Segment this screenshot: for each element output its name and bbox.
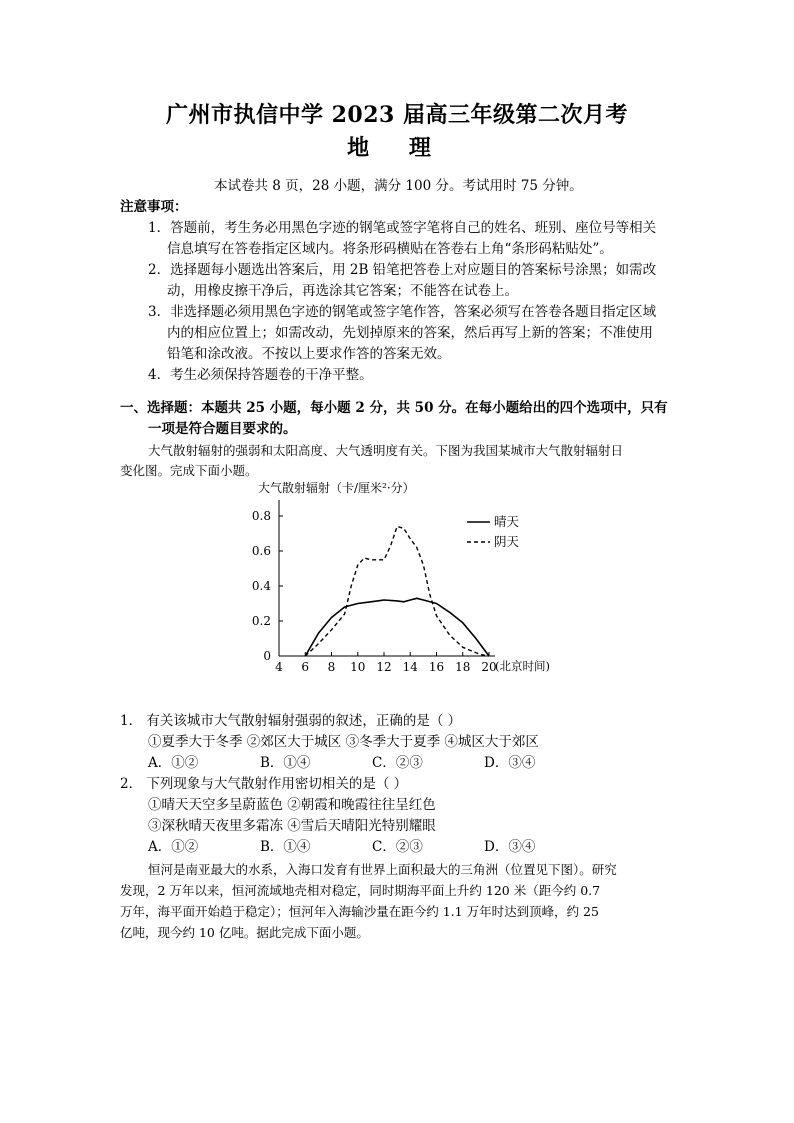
- note-line: 1．答题前，考生务必用黑色字迹的钢笔或签字笔将自己的姓名、班别、座位号等相关: [148, 220, 657, 236]
- section-heading-cont: 一项是符合题目要求的。: [148, 421, 297, 437]
- legend-label-cloudy: 阴天: [494, 534, 520, 549]
- x-tick-label: 14: [402, 660, 418, 674]
- passage-text: 恒河是南亚最大的水系，入海口发育有世界上面积最大的三角洲（位置见下图）。研究: [148, 862, 617, 877]
- series-line-clear: [305, 598, 489, 656]
- note-line: 2．选择题每小题选出答案后，用 2B 铅笔把答卷上对应题目的答案标号涂黑；如需改: [148, 262, 657, 278]
- scattered-radiation-chart: [0, 478, 794, 678]
- y-tick-label: 0.8: [251, 509, 271, 523]
- x-tick-label: 12: [376, 660, 392, 674]
- passage-text: 变化图。完成下面小题。: [120, 463, 258, 478]
- chart-y-label: 大气散射辐射（卡/厘米²·分）: [258, 481, 415, 495]
- note-line: 内的相应位置上；如需改动，先划掉原来的答案，然后再写上新的答案；不准使用: [167, 325, 653, 341]
- section-heading: 一、选择题：本题共 25 小题，每小题 2 分，共 50 分。在每小题给出的四个选项中，只有: [120, 400, 668, 416]
- question-2-statements: ①晴天天空多呈蔚蓝色 ②朝霞和晚霞往往呈红色: [148, 797, 436, 813]
- question-1-option-d[interactable]: D．③④: [484, 755, 536, 771]
- x-tick-label: 8: [327, 660, 336, 674]
- question-1-stem: 1． 有关该城市大气散射辐射强弱的叙述，正确的是（ ）: [120, 713, 462, 729]
- note-line: 4．考生必须保持答题卷的干净平整。: [148, 367, 373, 383]
- y-tick-label: 0: [263, 649, 271, 663]
- question-2-option-d[interactable]: D．③④: [484, 839, 536, 855]
- x-tick-label: 4: [275, 660, 283, 674]
- exam-info: 本试卷共 8 页，28 小题，满分 100 分。考试用时 75 分钟。: [214, 178, 583, 194]
- note-line: 3．非选择题必须用黑色字迹的钢笔或签字笔作答，答案必须写在答卷各题目指定区域: [148, 304, 657, 320]
- y-tick-label: 0.4: [251, 579, 271, 593]
- x-tick-label: 20: [481, 660, 497, 674]
- note-line: 铅笔和涂改液。不按以上要求作答的答案无效。: [167, 346, 451, 362]
- question-2-option-c[interactable]: C．②③: [372, 839, 423, 855]
- question-1-statements: ①夏季大于冬季 ②郊区大于城区 ③冬季大于夏季 ④城区大于郊区: [148, 734, 539, 750]
- exam-title: 广州市执信中学 2023 届高三年级第二次月考: [165, 102, 629, 128]
- series-line-cloudy: [305, 527, 489, 657]
- notes-heading: 注意事项：: [120, 199, 188, 215]
- chart-legend: [467, 514, 520, 549]
- question-2-statements: ③深秋晴天夜里多霜冻 ④雪后天晴阳光特别耀眼: [148, 818, 436, 834]
- question-2-stem: 2． 下列现象与大气散射作用密切相关的是（ ）: [120, 776, 408, 792]
- question-1-option-b[interactable]: B．①④: [260, 755, 311, 771]
- question-1-option-a[interactable]: A．①②: [148, 755, 199, 771]
- x-tick-label: 16: [428, 660, 445, 674]
- y-tick-label: 0.2: [251, 614, 271, 628]
- note-line: 动，用橡皮擦干净后，再选涂其它答案；不能答在试卷上。: [167, 283, 518, 299]
- legend-label-clear: 晴天: [494, 514, 520, 529]
- passage-text: 万年，海平面开始趋于稳定）；恒河年入海输沙量在距今约 1.1 万年时达到顶峰，约 25: [120, 904, 599, 919]
- y-tick-label: 0.6: [251, 544, 271, 558]
- passage-text: 大气散射辐射的强弱和太阳高度、大气透明度有关。下图为我国某城市大气散射辐射日: [148, 443, 624, 458]
- passage-text: 亿吨，现今约 10 亿吨。据此完成下面小题。: [120, 925, 369, 940]
- note-line: 信息填写在答卷指定区域内。将条形码横贴在答卷右上角“条形码粘贴处”。: [167, 241, 613, 257]
- x-tick-label: 10: [350, 660, 366, 674]
- question-1-option-c[interactable]: C．②③: [372, 755, 423, 771]
- subject-title: 地 理: [347, 135, 447, 161]
- chart-x-label: (北京时间): [495, 659, 550, 673]
- x-tick-label: 18: [455, 660, 471, 674]
- x-tick-label: 6: [301, 660, 310, 674]
- question-2-option-b[interactable]: B．①④: [260, 839, 311, 855]
- question-2-option-a[interactable]: A．①②: [148, 839, 199, 855]
- passage-text: 发现，2 万年以来，恒河流域地壳相对稳定，同时期海平面上升约 120 米（距今约 0.7: [120, 883, 601, 898]
